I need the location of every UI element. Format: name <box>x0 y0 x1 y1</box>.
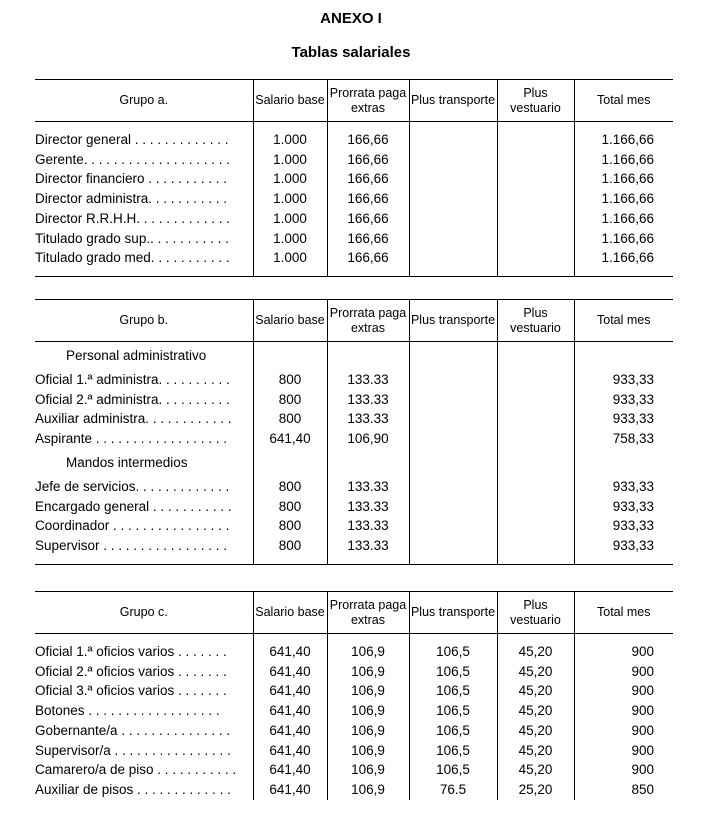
cell-total-mes: 850 <box>631 781 654 797</box>
cell-plus-transporte: 106,5 <box>409 701 497 721</box>
cell-plus-transporte <box>409 189 497 209</box>
cell-salario-base: 641,40 <box>253 741 327 761</box>
row-label: Director general . . . . . . . . . . . . . <box>35 130 253 150</box>
table-header-row <box>35 300 673 342</box>
header-total-mes: Total mes <box>574 80 673 122</box>
table-row <box>35 229 673 249</box>
cell-salario-base: 1.000 <box>253 209 327 229</box>
cell-total-mes: 1.166,66 <box>601 132 654 147</box>
cell-salario-base: 1.000 <box>253 248 327 268</box>
row-label: Jefe de servicios. . . . . . . . . . . . . <box>35 477 253 497</box>
cell-total-mes: 1.166,66 <box>601 151 654 167</box>
cell-plus-vestuario <box>497 189 574 209</box>
table-row <box>35 390 673 410</box>
row-label: Oficial 1.ª administra. . . . . . . . . . <box>35 370 253 390</box>
cell-plus-transporte <box>409 169 497 189</box>
group-label: Grupo c. <box>35 592 253 634</box>
row-label: Auxiliar de pisos . . . . . . . . . . . . . <box>35 780 253 800</box>
cell-total-mes: 1.166,66 <box>601 210 654 226</box>
cell-salario-base: 800 <box>253 497 327 517</box>
cell-plus-vestuario <box>497 150 574 170</box>
table-row <box>35 497 673 517</box>
row-label: Gerente. . . . . . . . . . . . . . . . . . . . <box>35 150 253 170</box>
table-row <box>35 780 673 800</box>
section-label-personal-administrativo: Personal administrativo <box>35 342 253 371</box>
cell-prorrata: 133.33 <box>327 390 409 410</box>
cell-prorrata: 106,9 <box>327 662 409 682</box>
cell-total-mes: 900 <box>631 683 654 699</box>
cell-total-mes: 1.166,66 <box>601 171 654 187</box>
section-row <box>35 449 673 477</box>
table-body <box>35 122 673 277</box>
header-salario-base: Salario base <box>253 80 327 122</box>
cell-salario-base: 641,40 <box>253 642 327 662</box>
table-row <box>35 248 673 268</box>
cell-salario-base: 1.000 <box>253 229 327 249</box>
row-label: Aspirante . . . . . . . . . . . . . . . . . . <box>35 429 253 449</box>
cell-salario-base: 1.000 <box>253 189 327 209</box>
row-label: Camarero/a de piso . . . . . . . . . . . <box>35 760 253 780</box>
cell-prorrata: 133.33 <box>327 516 409 536</box>
cell-plus-vestuario: 45,20 <box>497 760 574 780</box>
table-row <box>35 477 673 497</box>
document-subtitle: Tablas salariales <box>291 44 411 61</box>
header-prorrata: Prorrata paga extras <box>327 300 409 342</box>
row-label: Supervisor/a . . . . . . . . . . . . . . . . <box>35 741 253 761</box>
cell-salario-base: 1.000 <box>253 150 327 170</box>
cell-plus-vestuario: 45,20 <box>497 741 574 761</box>
cell-salario-base: 641,40 <box>253 662 327 682</box>
table-row <box>35 209 673 229</box>
table-row <box>35 150 673 170</box>
cell-total-mes: 900 <box>631 703 654 719</box>
cell-plus-transporte: 76.5 <box>409 780 497 800</box>
header-plus-vestuario: Plus vestuario <box>497 300 574 342</box>
cell-plus-vestuario: 45,20 <box>497 721 574 741</box>
header-plus-transporte: Plus transporte <box>409 592 497 634</box>
table-grupo-b <box>35 299 673 565</box>
table-header-row <box>35 80 673 122</box>
cell-total-mes: 933,33 <box>612 411 654 427</box>
cell-plus-vestuario <box>497 229 574 249</box>
cell-salario-base: 641,40 <box>253 429 327 449</box>
cell-salario-base: 641,40 <box>253 760 327 780</box>
cell-plus-transporte <box>409 477 497 497</box>
cell-prorrata: 133.33 <box>327 370 409 390</box>
table-grupo-a <box>35 79 673 277</box>
document-title: ANEXO I <box>320 10 382 27</box>
cell-prorrata: 166,66 <box>327 169 409 189</box>
cell-prorrata: 133.33 <box>327 497 409 517</box>
cell-plus-transporte: 106,5 <box>409 741 497 761</box>
group-label: Grupo a. <box>35 80 253 122</box>
cell-total-mes: 933,33 <box>612 518 654 534</box>
row-label: Oficial 1.ª oficios varios . . . . . . . <box>35 642 253 662</box>
row-label: Oficial 3.ª oficios varios . . . . . . . <box>35 681 253 701</box>
cell-prorrata: 166,66 <box>327 189 409 209</box>
cell-prorrata: 166,66 <box>327 130 409 150</box>
cell-total-mes: 1.166,66 <box>601 191 654 207</box>
header-total-mes: Total mes <box>574 300 673 342</box>
cell-plus-transporte <box>409 229 497 249</box>
cell-prorrata: 133.33 <box>327 409 409 429</box>
cell-total-mes: 900 <box>631 762 654 778</box>
cell-plus-transporte: 106,5 <box>409 662 497 682</box>
cell-prorrata: 133.33 <box>327 477 409 497</box>
cell-plus-vestuario <box>497 370 574 390</box>
cell-plus-transporte <box>409 429 497 449</box>
cell-total-mes: 900 <box>631 663 654 679</box>
cell-plus-transporte <box>409 409 497 429</box>
cell-plus-transporte: 106,5 <box>409 721 497 741</box>
cell-total-mes: 933,33 <box>612 372 654 387</box>
cell-prorrata: 106,9 <box>327 642 409 662</box>
cell-plus-transporte <box>409 370 497 390</box>
cell-plus-transporte <box>409 248 497 268</box>
cell-plus-transporte <box>409 497 497 517</box>
row-label: Auxiliar administra. . . . . . . . . . . . <box>35 409 253 429</box>
cell-salario-base: 641,40 <box>253 701 327 721</box>
section-row <box>35 342 673 371</box>
cell-plus-transporte <box>409 536 497 556</box>
cell-total-mes: 900 <box>631 722 654 738</box>
cell-plus-vestuario <box>497 536 574 556</box>
cell-salario-base: 800 <box>253 390 327 410</box>
row-label: Gobernante/a . . . . . . . . . . . . . . . <box>35 721 253 741</box>
header-prorrata: Prorrata paga extras <box>327 80 409 122</box>
table-row <box>35 189 673 209</box>
cell-total-mes: 900 <box>631 742 654 758</box>
cell-prorrata: 166,66 <box>327 209 409 229</box>
cell-salario-base: 800 <box>253 536 327 556</box>
cell-total-mes: 900 <box>631 644 654 659</box>
row-label: Director R.R.H.H. . . . . . . . . . . . . <box>35 209 253 229</box>
cell-salario-base: 641,40 <box>253 721 327 741</box>
row-label: Director financiero . . . . . . . . . . . <box>35 169 253 189</box>
cell-plus-transporte: 106,5 <box>409 681 497 701</box>
row-label: Supervisor . . . . . . . . . . . . . . . . . <box>35 536 253 556</box>
cell-plus-vestuario <box>497 390 574 410</box>
table-row <box>35 681 673 701</box>
header-plus-transporte: Plus transporte <box>409 300 497 342</box>
table-row <box>35 516 673 536</box>
table-row <box>35 130 673 150</box>
row-label: Oficial 2.ª administra. . . . . . . . . . <box>35 390 253 410</box>
cell-total-mes: 933,33 <box>612 537 654 553</box>
table-grupo-c <box>35 591 673 800</box>
header-plus-vestuario: Plus vestuario <box>497 592 574 634</box>
cell-salario-base: 641,40 <box>253 681 327 701</box>
cell-salario-base: 800 <box>253 409 327 429</box>
cell-plus-vestuario <box>497 130 574 150</box>
row-label: Coordinador . . . . . . . . . . . . . . . . <box>35 516 253 536</box>
cell-plus-vestuario <box>497 248 574 268</box>
table-row <box>35 662 673 682</box>
header-prorrata: Prorrata paga extras <box>327 592 409 634</box>
cell-prorrata: 166,66 <box>327 229 409 249</box>
cell-plus-transporte <box>409 390 497 410</box>
table-row <box>35 429 673 449</box>
cell-plus-vestuario <box>497 516 574 536</box>
cell-prorrata: 133.33 <box>327 536 409 556</box>
table-row <box>35 760 673 780</box>
cell-salario-base: 1.000 <box>253 169 327 189</box>
row-label: Director administra. . . . . . . . . . . <box>35 189 253 209</box>
cell-total-mes: 933,33 <box>612 478 654 494</box>
cell-plus-vestuario <box>497 477 574 497</box>
table-header-row <box>35 592 673 634</box>
cell-plus-transporte <box>409 209 497 229</box>
cell-plus-transporte: 106,5 <box>409 642 497 662</box>
cell-salario-base: 800 <box>253 477 327 497</box>
cell-plus-vestuario: 45,20 <box>497 701 574 721</box>
row-label: Oficial 2.ª oficios varios . . . . . . . <box>35 662 253 682</box>
cell-plus-transporte <box>409 130 497 150</box>
cell-total-mes: 933,33 <box>612 391 654 407</box>
cell-plus-vestuario <box>497 497 574 517</box>
header-salario-base: Salario base <box>253 300 327 342</box>
cell-plus-vestuario <box>497 169 574 189</box>
cell-prorrata: 106,90 <box>327 429 409 449</box>
cell-prorrata: 106,9 <box>327 701 409 721</box>
table-row <box>35 169 673 189</box>
cell-plus-vestuario <box>497 429 574 449</box>
cell-plus-vestuario: 45,20 <box>497 662 574 682</box>
cell-salario-base: 800 <box>253 370 327 390</box>
row-label: Titulado grado sup.. . . . . . . . . . . <box>35 229 253 249</box>
cell-plus-vestuario: 25,20 <box>497 780 574 800</box>
table-body <box>35 634 673 800</box>
cell-prorrata: 106,9 <box>327 760 409 780</box>
row-label: Botones . . . . . . . . . . . . . . . . . . <box>35 701 253 721</box>
cell-salario-base: 800 <box>253 516 327 536</box>
cell-plus-transporte <box>409 150 497 170</box>
cell-salario-base: 1.000 <box>253 130 327 150</box>
cell-plus-vestuario: 45,20 <box>497 642 574 662</box>
cell-salario-base: 641,40 <box>253 780 327 800</box>
cell-plus-vestuario <box>497 409 574 429</box>
cell-plus-vestuario: 45,20 <box>497 681 574 701</box>
row-label: Titulado grado med. . . . . . . . . . . <box>35 248 253 268</box>
cell-prorrata: 106,9 <box>327 681 409 701</box>
table-row <box>35 370 673 390</box>
cell-prorrata: 166,66 <box>327 150 409 170</box>
header-total-mes: Total mes <box>574 592 673 634</box>
row-label: Encargado general . . . . . . . . . . . <box>35 497 253 517</box>
table-body <box>35 342 673 565</box>
section-label: Mandos intermedios <box>35 449 253 477</box>
cell-prorrata: 106,9 <box>327 741 409 761</box>
header-plus-vestuario: Plus vestuario <box>497 80 574 122</box>
table-row <box>35 721 673 741</box>
cell-prorrata: 106,9 <box>327 721 409 741</box>
table-row <box>35 642 673 662</box>
cell-plus-vestuario <box>497 209 574 229</box>
cell-total-mes: 933,33 <box>612 498 654 514</box>
table-row <box>35 409 673 429</box>
header-plus-transporte: Plus transporte <box>409 80 497 122</box>
cell-plus-transporte <box>409 516 497 536</box>
cell-prorrata: 106,9 <box>327 780 409 800</box>
group-label: Grupo b. <box>35 300 253 342</box>
cell-plus-transporte: 106,5 <box>409 760 497 780</box>
table-row <box>35 536 673 556</box>
table-row <box>35 741 673 761</box>
cell-total-mes: 1.166,66 <box>601 250 654 266</box>
header-salario-base: Salario base <box>253 592 327 634</box>
cell-total-mes: 1.166,66 <box>601 230 654 246</box>
cell-total-mes: 758,33 <box>612 431 654 447</box>
cell-prorrata: 166,66 <box>327 248 409 268</box>
table-row <box>35 701 673 721</box>
